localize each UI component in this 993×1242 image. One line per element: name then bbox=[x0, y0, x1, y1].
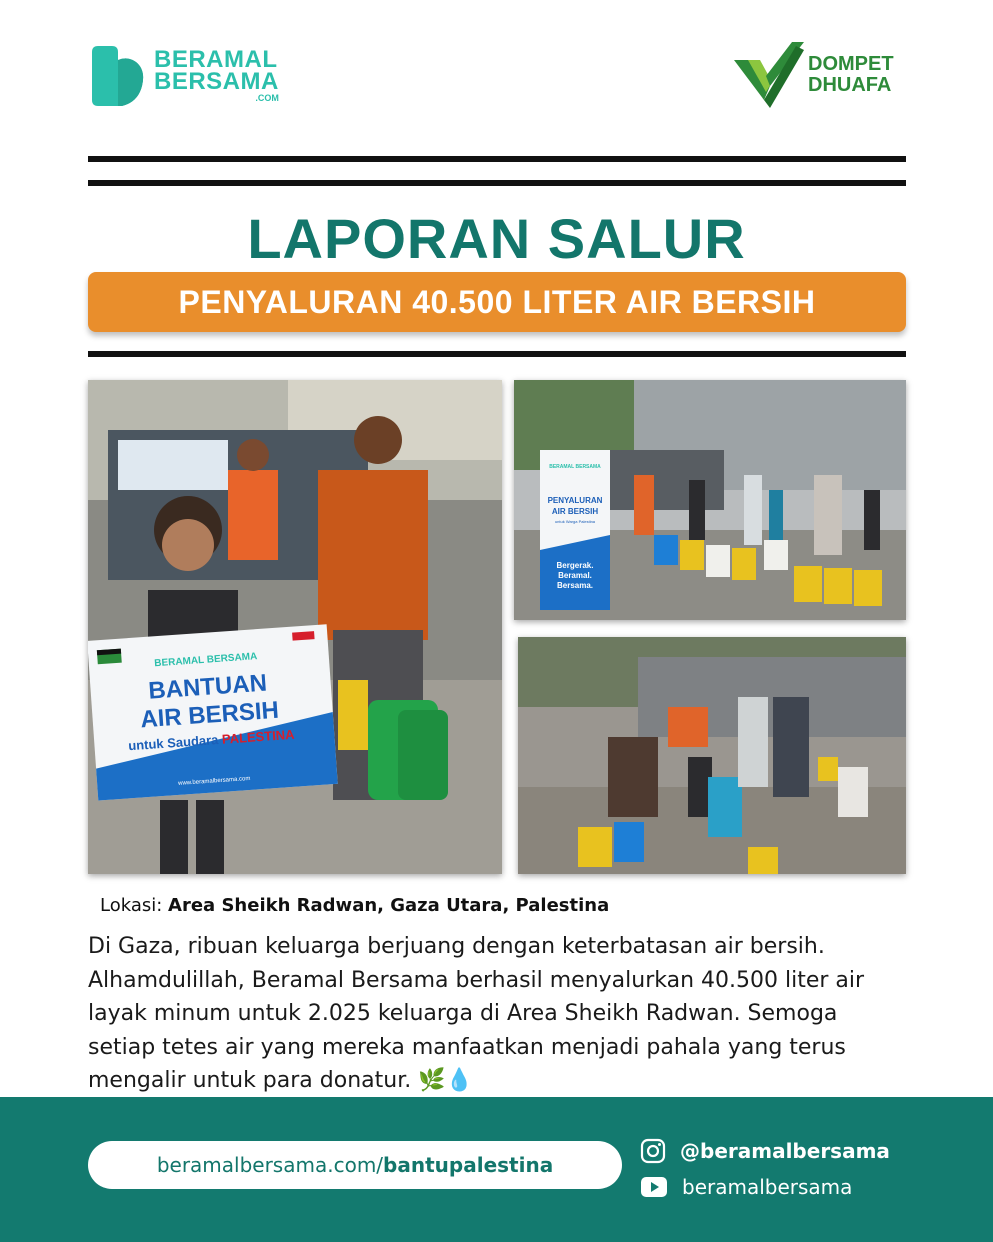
banner-line-2: AIR BERSIH bbox=[551, 507, 599, 516]
banner-line-4: Bergerak. bbox=[556, 561, 594, 570]
banner-line-3: untuk Warga Palestina bbox=[554, 519, 596, 524]
youtube-channel[interactable] bbox=[640, 1175, 852, 1199]
youtube-icon bbox=[640, 1176, 668, 1198]
location-value: Area Sheikh Radwan, Gaza Utara, Palestina bbox=[168, 895, 610, 916]
brand-wordmark bbox=[154, 46, 279, 103]
instagram-icon bbox=[640, 1138, 666, 1164]
youtube-text: beramalbersama bbox=[682, 1175, 853, 1199]
donation-link[interactable] bbox=[88, 1141, 622, 1189]
url-path: bantupalestina bbox=[383, 1153, 554, 1177]
dd-line-1: DOMPET bbox=[808, 53, 894, 75]
url-base: beramalbersama.com/ bbox=[156, 1153, 384, 1177]
sign-url: www.beramalbersama.com bbox=[177, 775, 251, 787]
instagram-handle[interactable] bbox=[640, 1138, 890, 1164]
dompet-dhuafa-logo bbox=[734, 42, 894, 108]
banner-line-1: PENYALURAN bbox=[547, 496, 603, 505]
brand-line-1: BERAMAL bbox=[154, 46, 278, 73]
banner-line-5: Beramal. bbox=[558, 571, 592, 580]
photo-filling-containers bbox=[518, 637, 906, 874]
photo-boy-with-sign bbox=[88, 380, 502, 874]
location-line bbox=[100, 895, 609, 916]
beramal-bersama-logo bbox=[88, 46, 279, 106]
photo-water-queue-banner bbox=[514, 380, 906, 620]
sign-line-1: BANTUAN bbox=[147, 669, 268, 705]
sign-line-3a: untuk Saudara bbox=[127, 731, 223, 754]
divider-top-2 bbox=[88, 180, 906, 186]
banner-brand: BERAMAL BERSAMA bbox=[549, 464, 601, 470]
divider-top-1 bbox=[88, 156, 906, 162]
subtitle-banner: PENYALURAN 40.500 LITER AIR BERSIH bbox=[88, 272, 906, 332]
brand-suffix: .COM bbox=[255, 93, 279, 103]
sign-line-3b: PALESTINA bbox=[221, 726, 296, 747]
heart-logo-icon bbox=[88, 46, 146, 106]
report-description: Di Gaza, ribuan keluarga berjuang dengan keterbatasan air bersih. Alhamdulillah, Beramal Bersama berhasil menyalurkan 40.500 liter air layak minum untuk 2.025 keluarga di Area Sheikh Radwan. Semoga setiap tetes air yang mereka manfaatkan menjadi pahala yang terus mengalir untuk para donatur. 🌿💧 bbox=[88, 934, 865, 1093]
dompet-dhuafa-emblem-icon bbox=[734, 42, 804, 108]
sign-brand: BERAMAL BERSAMA bbox=[153, 651, 258, 670]
sign-line-2: AIR BERSIH bbox=[139, 696, 280, 734]
dd-line-2: DHUAFA bbox=[808, 74, 892, 96]
divider-mid bbox=[88, 351, 906, 357]
banner-line-6: Bersama. bbox=[556, 581, 594, 590]
brand-line-2: BERSAMA bbox=[154, 68, 279, 95]
instagram-text: @beramalbersama bbox=[680, 1139, 890, 1163]
location-label: Lokasi: bbox=[100, 895, 169, 916]
page-title: LAPORAN SALUR bbox=[247, 207, 746, 270]
